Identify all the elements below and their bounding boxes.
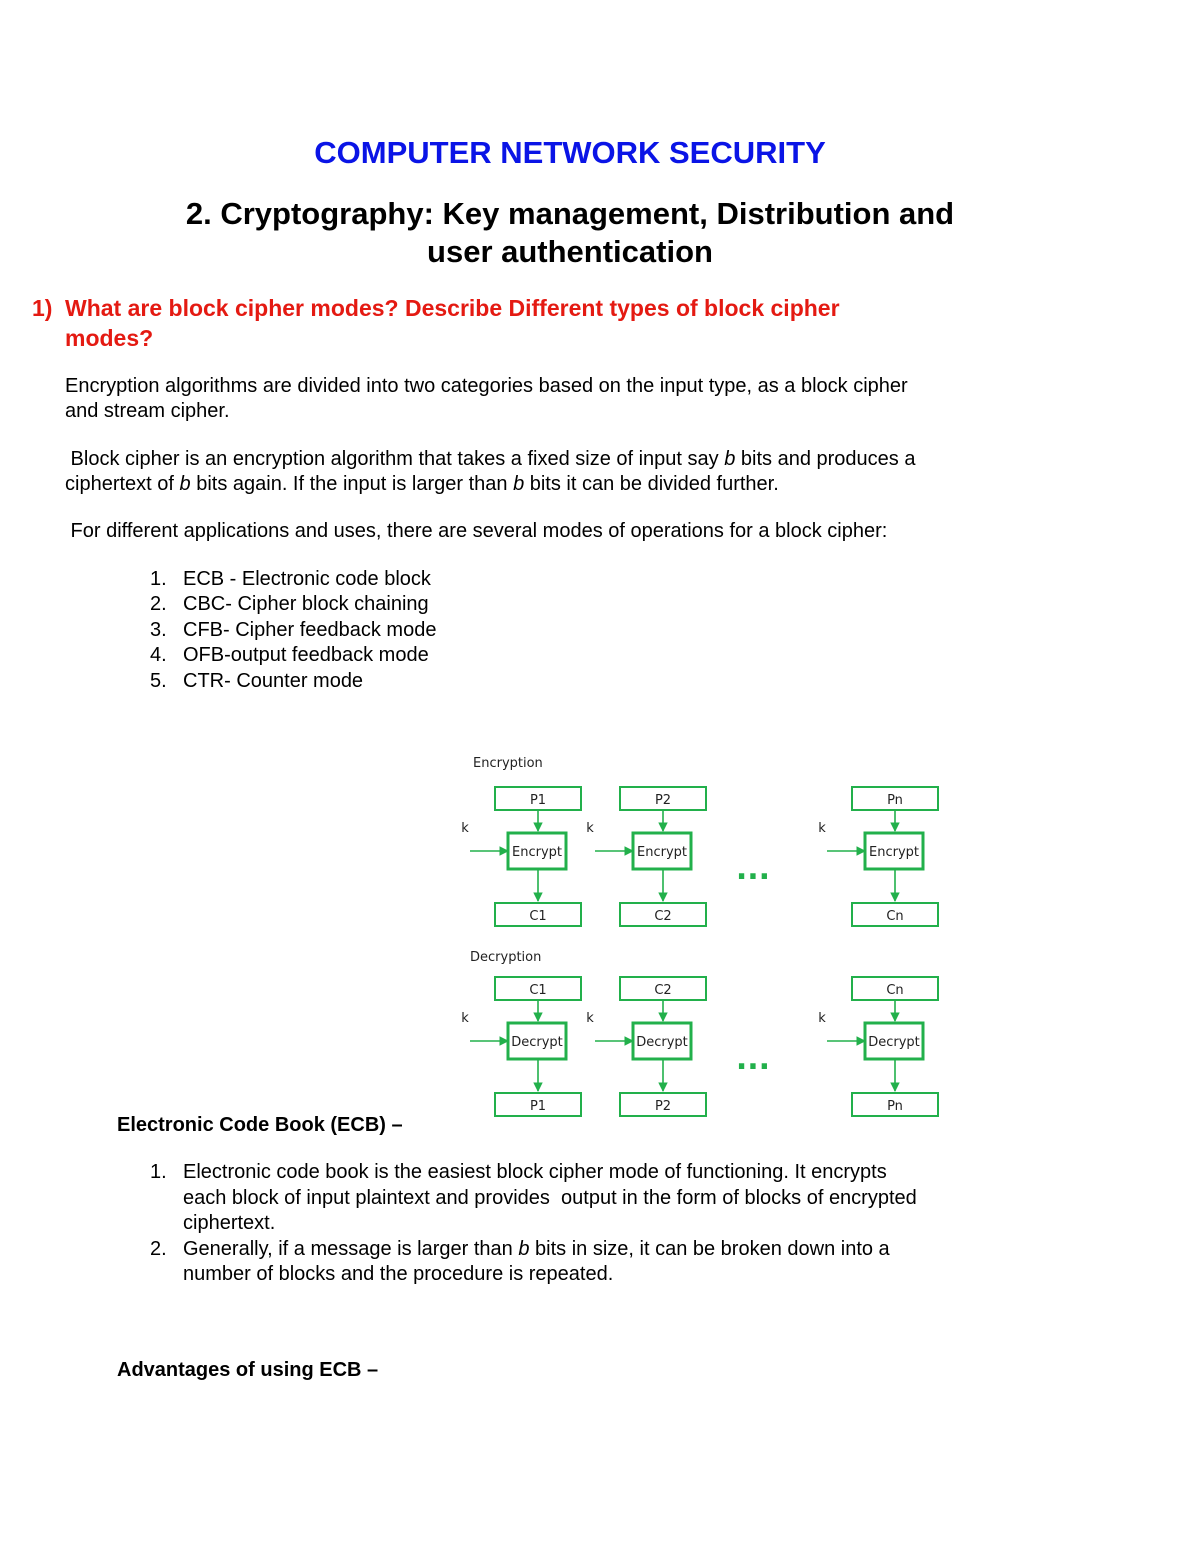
decryption-op-label: Decrypt	[511, 1035, 563, 1050]
list-item	[150, 618, 436, 643]
encryption-op-label: Encrypt	[869, 845, 919, 860]
decryption-key-label: k	[586, 1011, 594, 1026]
decryption-output-label: P1	[529, 1099, 547, 1114]
list-item	[150, 643, 436, 668]
list-item	[150, 1160, 1020, 1237]
decryption-key-label: k	[461, 1011, 469, 1026]
text-run: bits again. If the input is larger than	[190, 473, 514, 495]
decryption-input-label: C2	[654, 983, 672, 998]
encryption-output-label: C1	[529, 909, 547, 924]
paragraph-categories	[65, 374, 1025, 424]
decryption-label: Decryption	[470, 950, 542, 965]
question-line-2: modes?	[65, 325, 154, 351]
paragraph-categories-line-2: and stream cipher.	[65, 400, 230, 422]
ecb-point-2-line-1	[183, 1237, 1020, 1263]
text-run: bits and produces a	[735, 448, 916, 470]
italic-variable: b	[179, 473, 191, 495]
list-number: 2.	[150, 1237, 167, 1260]
chapter-title	[0, 195, 1140, 271]
list-item-text: CTR- Counter mode	[183, 669, 364, 692]
question-line-1: What are block cipher modes? Describe Different types of block cipher	[65, 295, 840, 321]
encryption-op-label: Encrypt	[637, 845, 687, 860]
ecb-point-1-line-1: Electronic code book is the easiest block cipher mode of functioning. It encrypts	[183, 1161, 887, 1183]
list-number: 3.	[150, 618, 167, 641]
encryption-key-label: k	[461, 821, 469, 836]
modes-list	[150, 567, 436, 694]
encryption-label: Encryption	[473, 756, 543, 771]
encryption-key-label: k	[586, 821, 594, 836]
encryption-key-label: k	[818, 821, 826, 836]
paragraph-block-cipher-line-2	[65, 472, 1025, 497]
list-number: 4.	[150, 644, 167, 667]
encryption-ellipsis: ...	[735, 852, 771, 887]
ecb-point-1-line-2: each block of input plaintext and provides output in the form of blocks of encrypted	[183, 1186, 917, 1209]
list-number: 5.	[150, 669, 167, 692]
text-run: bits in size, it can be broken down into a	[529, 1237, 890, 1260]
encryption-op-label: Encrypt	[512, 845, 562, 860]
list-item-text: CFB- Cipher feedback mode	[183, 618, 437, 641]
chapter-title-line-1: 2. Cryptography: Key management, Distribution and	[185, 196, 955, 231]
paragraph-modes-intro: For different applications and uses, there are several modes of operations for a block cipher:	[65, 520, 888, 542]
decryption-output-label: Pn	[887, 1099, 903, 1114]
encryption-input-label: Pn	[887, 793, 903, 808]
text-run: Block cipher is an encryption algorithm that takes a fixed size of input say	[65, 448, 725, 470]
decryption-input-label: C1	[529, 983, 547, 998]
decryption-input-label: Cn	[886, 983, 904, 998]
paragraph-block-cipher	[65, 447, 1025, 497]
list-item	[150, 1237, 1020, 1288]
ecb-points-list	[150, 1160, 1020, 1288]
encryption-input-label: P1	[529, 793, 547, 808]
italic-variable: b	[724, 448, 736, 470]
list-item	[150, 567, 436, 592]
ecb-point-1-line-3: ciphertext.	[183, 1212, 276, 1234]
paragraph-categories-line-1: Encryption algorithms are divided into two categories based on the input type, as a block cipher	[65, 375, 908, 397]
encryption-output-label: Cn	[886, 909, 904, 924]
italic-variable: b	[513, 473, 525, 495]
list-number: 1.	[150, 568, 167, 590]
list-item-text: ECB - Electronic code block	[183, 568, 431, 590]
encryption-output-label: C2	[654, 909, 672, 924]
text-run: bits it can be divided further.	[524, 473, 779, 495]
ecb-point-2-line-2: number of blocks and the procedure is repeated.	[183, 1263, 614, 1285]
italic-variable: b	[518, 1237, 530, 1260]
decryption-op-label: Decrypt	[868, 1035, 920, 1050]
question-number: 1)	[32, 295, 53, 321]
chapter-title-line-2: user authentication	[427, 234, 713, 269]
advantages-heading: Advantages of using ECB –	[117, 1359, 379, 1381]
ecb-diagram	[455, 750, 955, 1125]
text-run: ciphertext of	[65, 473, 180, 495]
document-title: COMPUTER NETWORK SECURITY	[314, 135, 826, 170]
decryption-op-label: Decrypt	[636, 1035, 688, 1050]
decryption-ellipsis: ...	[735, 1042, 771, 1077]
list-number: 2.	[150, 593, 167, 616]
list-item-text: CBC- Cipher block chaining	[183, 593, 429, 616]
ecb-heading: Electronic Code Book (ECB) –	[117, 1114, 403, 1136]
paragraph-block-cipher-line-1	[65, 447, 1025, 472]
decryption-key-label: k	[818, 1011, 826, 1026]
text-run: Generally, if a message is larger than	[183, 1237, 519, 1260]
encryption-input-label: P2	[654, 793, 672, 808]
list-item-text: OFB-output feedback mode	[183, 644, 429, 667]
list-item	[150, 669, 436, 694]
question-heading	[32, 293, 972, 353]
decryption-output-label: P2	[654, 1099, 672, 1114]
list-number: 1.	[150, 1161, 167, 1183]
list-item	[150, 592, 436, 617]
